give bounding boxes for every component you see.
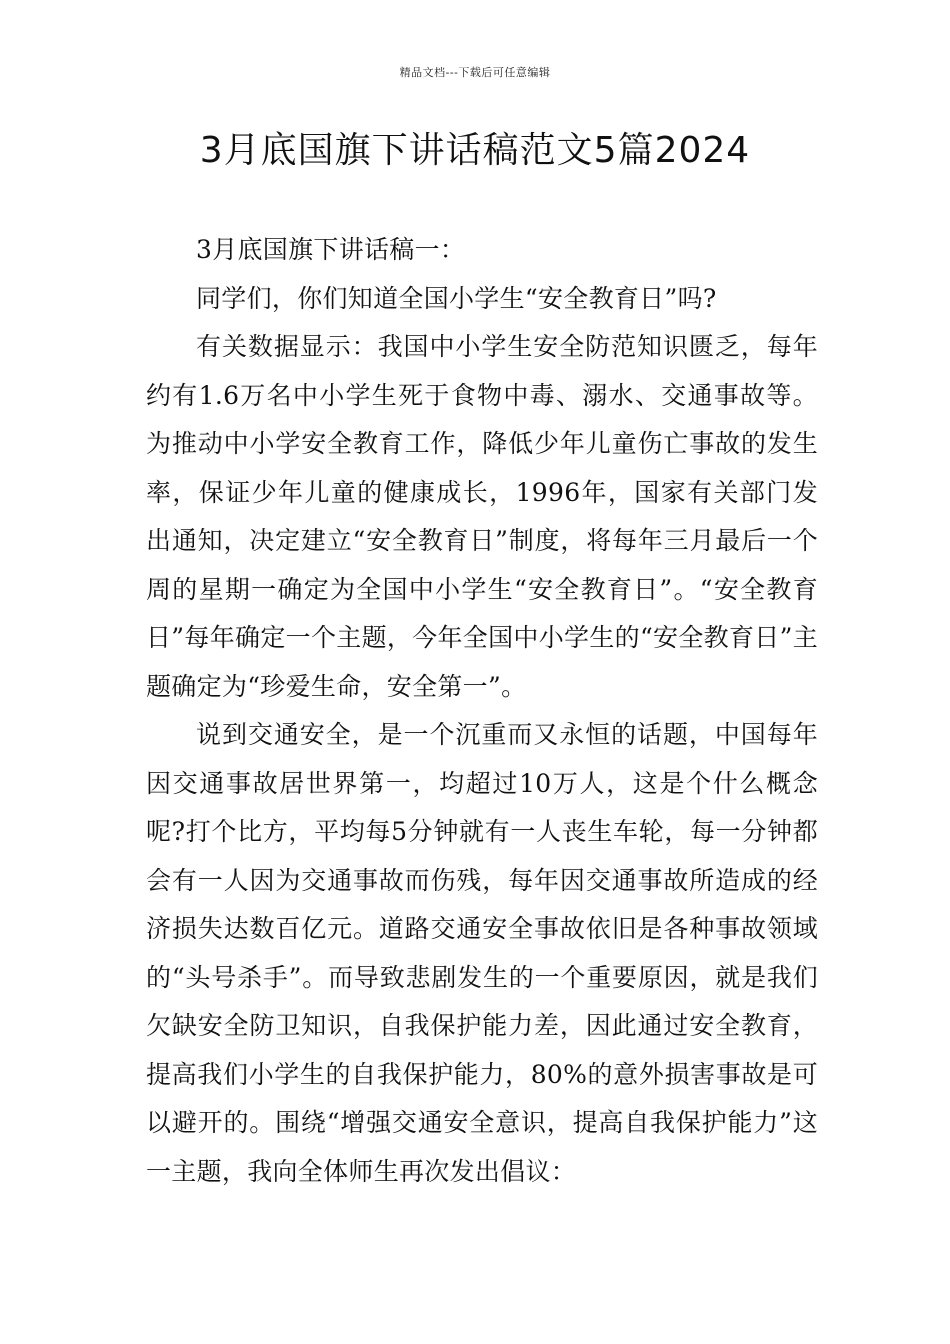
paragraph-question: 同学们，你们知道全国小学生“安全教育日”吗?: [196, 283, 717, 313]
paragraph-section-heading: 3月底国旗下讲话稿一：: [196, 235, 466, 264]
paragraph-statistics: 有关数据显示：我国中小学生安全防范知识匮乏，每年约有1.6万名中小学生死于食物中毒、溺水、交通事故等。为推动中小学安全教育工作，降低少年儿童伤亡事故的发生率，保证少年儿童的健康成长，1996年，国家有关部门发出通知，决定建立“安全教育日”制度，将每年三月最后一个周的星期一确定为全国中小学生“安全教育日”。“安全教育日”每年确定一个主题，今年全国中小学生的“安全教育日”主题确定为“珍爱生命，安全第一”。: [146, 332, 818, 701]
header-note: 精品文档---下载后可任意编辑: [399, 66, 551, 79]
document-body: [146, 226, 818, 1196]
document-title: 3月底国旗下讲话稿范文5篇2024: [199, 130, 751, 171]
paragraph-traffic-safety: 说到交通安全，是一个沉重而又永恒的话题，中国每年因交通事故居世界第一，均超过10万人，这是个什么概念呢?打个比方，平均每5分钟就有一人丧生车轮，每一分钟都会有一人因为交通事故而伤残，每年因交通事故所造成的经济损失达数百亿元。道路交通安全事故依旧是各种事故领域的“头号杀手”。而导致悲剧发生的一个重要原因，就是我们欠缺安全防卫知识，自我保护能力差，因此通过安全教育，提高我们小学生的自我保护能力，80%的意外损害事故是可以避开的。围绕“增强交通安全意识，提高自我保护能力”这一主题，我向全体师生再次发出倡议：: [146, 720, 818, 1186]
